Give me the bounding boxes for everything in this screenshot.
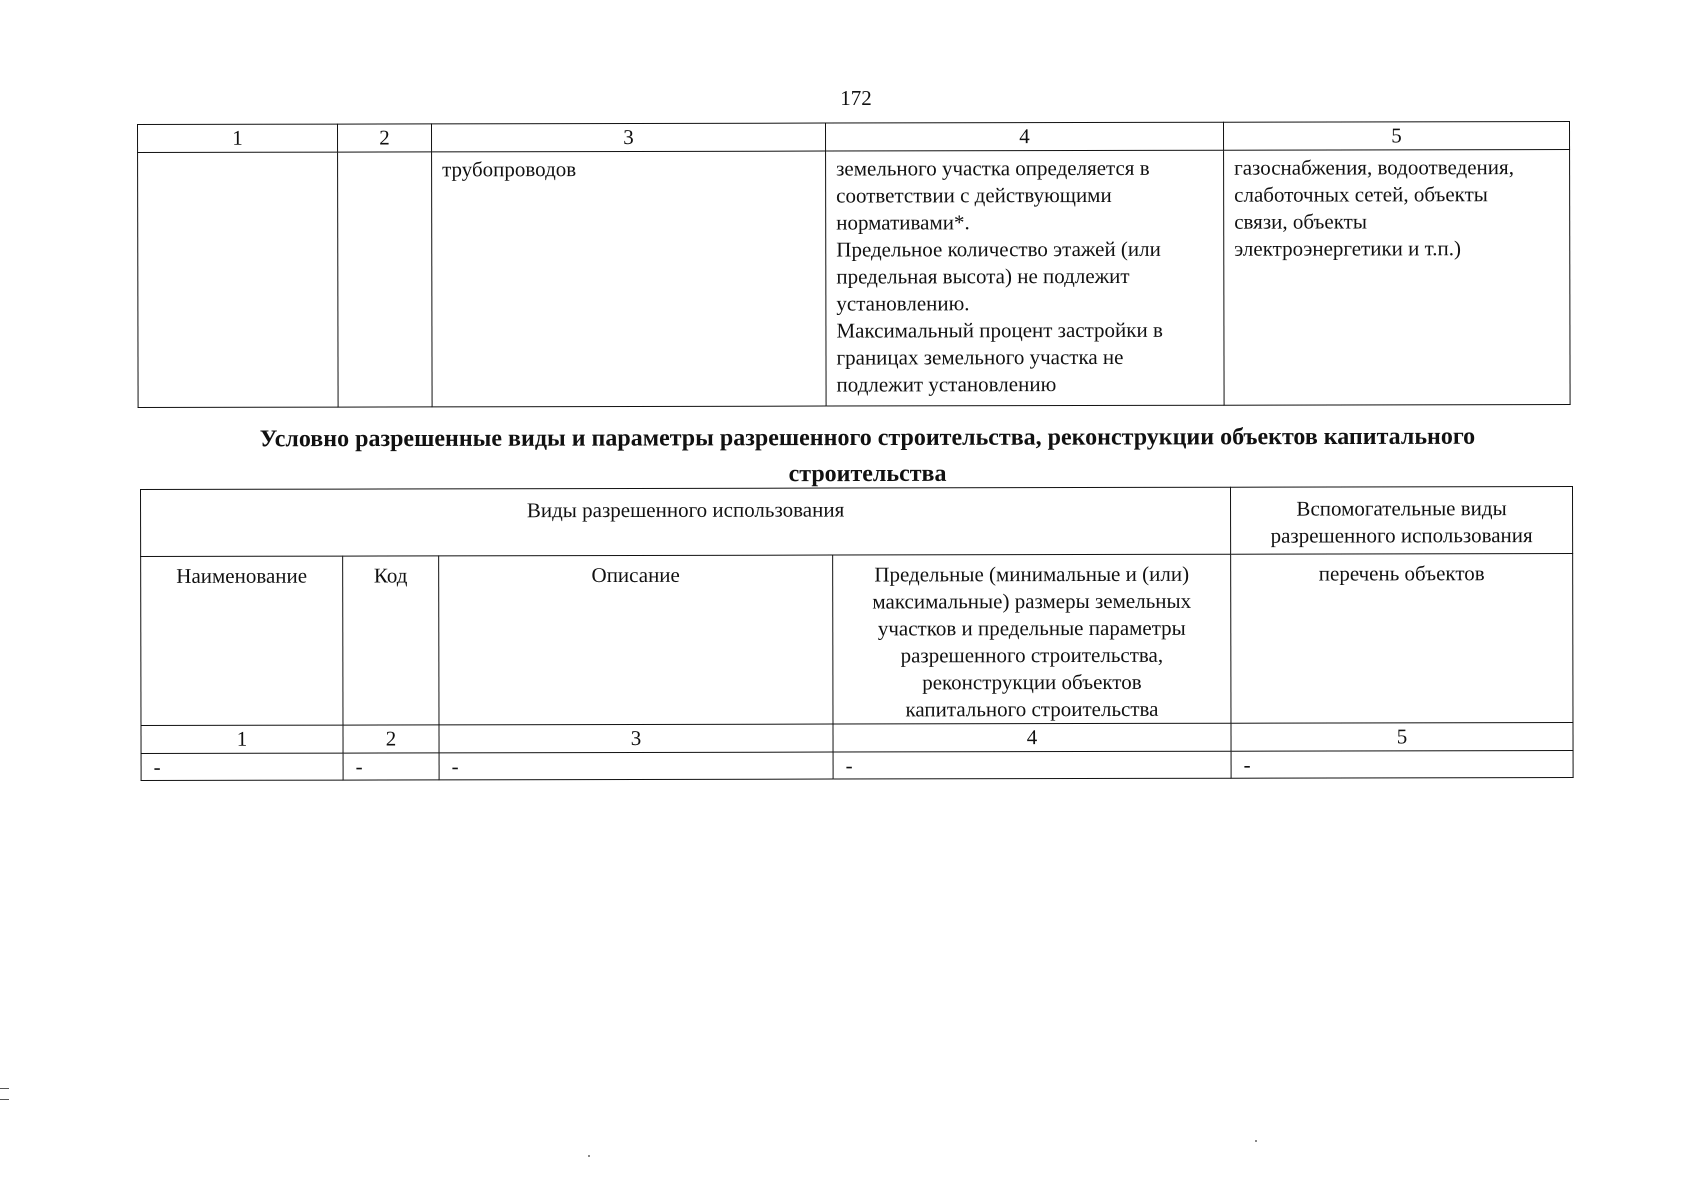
cell-parameters: [826, 150, 1225, 406]
auxiliary-line: связи, объекты: [1234, 209, 1367, 234]
column-number-3: 3: [432, 123, 826, 152]
column-number-row: [138, 121, 1570, 152]
table-row: [138, 149, 1571, 407]
header-parameters-line: максимальные) размеры земельных: [872, 588, 1192, 614]
auxiliary-line: слаботочных сетей, объекты: [1234, 182, 1488, 207]
section-heading: [150, 418, 1585, 493]
header-parameters: [833, 554, 1231, 724]
parameters-line: соответствии с действующими: [836, 182, 1112, 208]
parameters-line: Максимальный процент застройки в: [836, 317, 1163, 343]
header-parameters-line: Предельные (минимальные и (или): [874, 561, 1190, 587]
table-continuation: [137, 121, 1571, 408]
table-conditional-uses: [140, 486, 1574, 781]
header-parameters-line: участков и предельные параметры: [877, 615, 1186, 641]
scan-speck: [1255, 1140, 1257, 1142]
group-header-row: [141, 486, 1573, 556]
parameters-line: подлежит установлению: [836, 372, 1057, 397]
cell-description: -: [439, 752, 833, 780]
scan-speck: [588, 1155, 590, 1157]
column-number-2: 2: [338, 124, 432, 152]
binding-mark: [0, 1088, 9, 1100]
column-number-1: 1: [138, 124, 338, 152]
cell-name: [138, 152, 339, 407]
column-number-5: 5: [1223, 121, 1569, 150]
section-heading-line-1: Условно разрешенные виды и параметры разрешенного строительства, реконструкции объектов капитального: [259, 423, 1476, 453]
header-parameters-line: капитального строительства: [905, 696, 1159, 722]
header-auxiliary-line: разрешенного использования: [1270, 523, 1533, 548]
parameters-line: нормативами*.: [836, 210, 970, 235]
column-number-1: 1: [141, 725, 343, 753]
parameters-line: границах земельного участка не: [836, 344, 1124, 370]
parameters-line: предельная высота) не подлежит: [836, 263, 1130, 289]
cell-name: -: [141, 753, 343, 780]
column-header-row: [141, 553, 1573, 725]
auxiliary-line: газоснабжения, водоотведения,: [1234, 155, 1514, 180]
parameters-line: установлению.: [836, 291, 970, 316]
auxiliary-line: электроэнергетики и т.п.): [1234, 236, 1462, 261]
header-name: Наименование: [141, 556, 343, 725]
cell-objects: -: [1231, 750, 1573, 778]
header-permitted-uses: Виды разрешенного использования: [141, 487, 1231, 556]
cell-code: [338, 152, 433, 407]
table-row: [141, 750, 1573, 780]
column-number-2: 2: [343, 725, 439, 753]
page-number: 172: [840, 86, 872, 110]
section-heading-line-2: строительства: [788, 460, 947, 488]
column-number-row: [141, 722, 1573, 753]
cell-auxiliary-objects: [1224, 149, 1571, 405]
header-auxiliary-uses: [1231, 486, 1573, 554]
parameters-line: Предельное количество этажей (или: [836, 236, 1161, 262]
header-objects-list: перечень объектов: [1231, 553, 1573, 723]
column-number-5: 5: [1231, 722, 1573, 751]
header-description: Описание: [439, 555, 833, 725]
description-text: трубопроводов: [442, 157, 577, 182]
column-number-4: 4: [825, 122, 1223, 151]
header-parameters-line: реконструкции объектов: [922, 669, 1142, 695]
header-parameters-line: разрешенного строительства,: [900, 642, 1164, 668]
cell-code: -: [343, 753, 439, 780]
column-number-3: 3: [439, 724, 833, 753]
header-code: Код: [343, 556, 439, 725]
cell-parameters: -: [833, 751, 1231, 779]
column-number-4: 4: [833, 723, 1231, 752]
parameters-line: земельного участка определяется в: [836, 155, 1150, 181]
header-auxiliary-line: Вспомогательные виды: [1296, 496, 1507, 521]
cell-description: [432, 151, 827, 407]
